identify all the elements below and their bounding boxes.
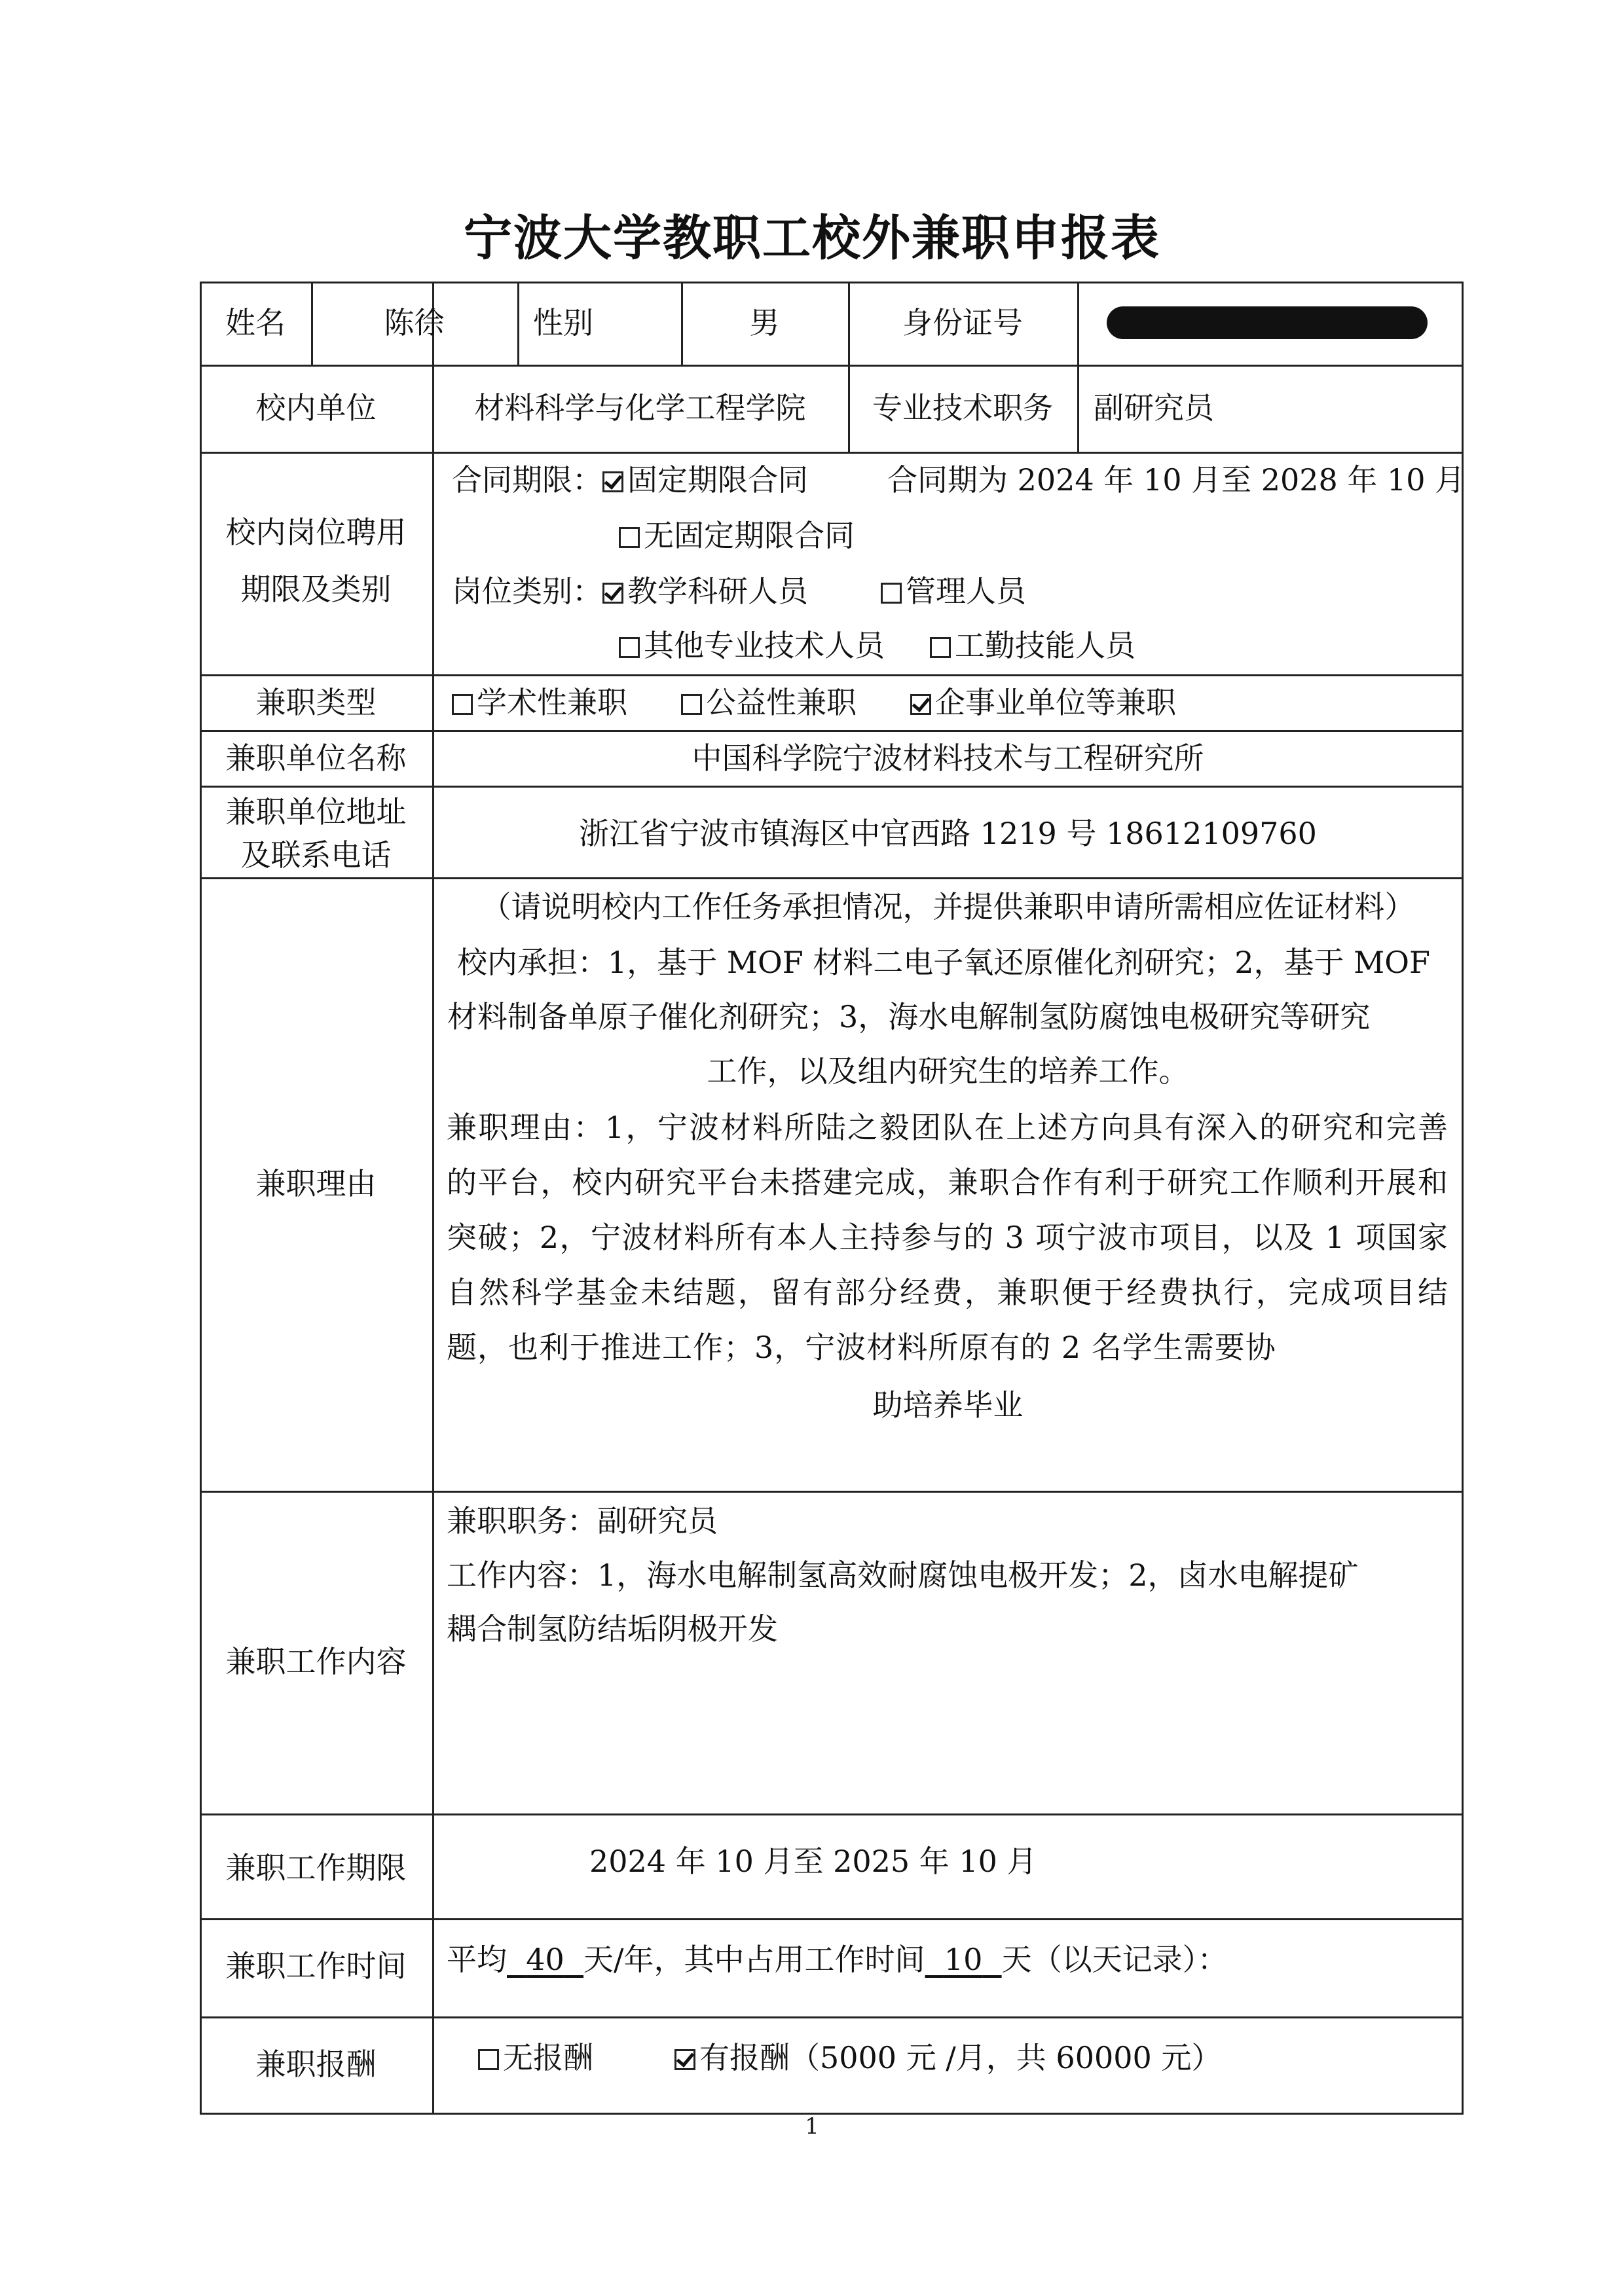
- work-content-line-2: 耦合制氢防结垢阴极开发: [447, 1611, 778, 1647]
- work-time-prefix: 平均: [447, 1942, 507, 1977]
- service-worker-checkbox[interactable]: [930, 637, 951, 658]
- no-pay-checkbox[interactable]: [478, 2049, 499, 2070]
- reason-label: 兼职理由: [255, 1166, 377, 1201]
- work-content-label: 兼职工作内容: [225, 1644, 407, 1679]
- employer-address-label-1: 兼职单位地址: [225, 794, 407, 829]
- parttime-position: 兼职职务：副研究员: [447, 1503, 718, 1539]
- id-redaction: [1107, 306, 1428, 339]
- other-technical-label: 其他专业技术人员: [644, 628, 885, 663]
- no-pay-label: 无报酬: [503, 2040, 593, 2075]
- professional-title-value: 副研究员: [1094, 390, 1214, 426]
- contract-period: 合同期为 2024 年 10 月至 2028 年 10 月: [887, 462, 1466, 498]
- admin-staff-label: 管理人员: [906, 574, 1026, 609]
- duty-line-1: 校内承担：1，基于 MOF 材料二电子氧还原催化剂研究；2，基于 MOF: [457, 945, 1430, 980]
- id-label: 身份证号: [902, 305, 1023, 340]
- gender-value: 男: [749, 305, 780, 340]
- other-technical-checkbox[interactable]: [619, 637, 640, 658]
- parttime-type-label: 兼职类型: [255, 685, 377, 720]
- employer-name-value: 中国科学院宁波材料技术与工程研究所: [692, 740, 1204, 776]
- public-welfare-checkbox[interactable]: [681, 694, 702, 715]
- public-welfare-label: 公益性兼职: [706, 685, 857, 720]
- no-fixed-term-label: 无固定期限合同: [644, 518, 855, 553]
- enterprise-checkbox[interactable]: [910, 694, 931, 715]
- work-time-suffix: 天（以天记录）：: [1001, 1942, 1228, 1977]
- work-days[interactable]: 10: [944, 1942, 983, 1977]
- no-fixed-term-checkbox[interactable]: [619, 527, 640, 548]
- page-number: 1: [805, 2113, 819, 2140]
- name-label: 姓名: [225, 305, 286, 340]
- gender-label: 性别: [533, 305, 593, 340]
- duty-line-3: 工作，以及组内研究生的培养工作。: [707, 1053, 1189, 1089]
- days-per-year[interactable]: 40: [526, 1942, 564, 1977]
- remuneration-label: 兼职报酬: [255, 2047, 377, 2082]
- unit-value: 材料科学与化学工程学院: [474, 390, 806, 426]
- work-time-label: 兼职工作时间: [225, 1948, 407, 1984]
- duty-line-2: 材料制备单原子催化剂研究；3，海水电解制氢防腐蚀电极研究等研究: [447, 999, 1371, 1034]
- teaching-research-checkbox[interactable]: [602, 583, 623, 604]
- paid-checkbox[interactable]: [674, 2049, 695, 2070]
- service-worker-label: 工勤技能人员: [955, 628, 1135, 663]
- work-period-label: 兼职工作期限: [225, 1850, 407, 1886]
- work-period-value: 2024 年 10 月至 2025 年 10 月: [589, 1844, 1037, 1879]
- appointment-label-2: 期限及类别: [240, 572, 392, 607]
- employer-address-label-2: 及联系电话: [240, 837, 392, 873]
- paid-label: 有报酬（5000 元 /月，共 60000 元）: [699, 2040, 1222, 2075]
- reason-note: （请说明校内工作任务承担情况，并提供兼职申请所需相应佐证材料）: [481, 889, 1415, 924]
- work-content-line-1: 工作内容：1，海水电解制氢高效耐腐蚀电极开发；2，卤水电解提矿: [447, 1558, 1359, 1593]
- appointment-label-1: 校内岗位聘用: [225, 515, 407, 550]
- name-value: 陈徐: [384, 305, 445, 340]
- reason-text-end: 助培养毕业: [872, 1387, 1024, 1423]
- employer-name-label: 兼职单位名称: [225, 740, 407, 776]
- academic-checkbox[interactable]: [452, 694, 473, 715]
- employer-address-value: 浙江省宁波市镇海区中官西路 1219 号 18612109760: [579, 816, 1317, 851]
- work-time-mid: 天/年，其中占用工作时间: [583, 1942, 925, 1977]
- post-category-label: 岗位类别：: [452, 574, 602, 609]
- contract-label: 合同期限：: [452, 462, 602, 498]
- teaching-research-label: 教学科研人员: [627, 574, 808, 609]
- admin-staff-checkbox[interactable]: [881, 583, 902, 604]
- unit-label: 校内单位: [255, 390, 377, 426]
- professional-title-label: 专业技术职务: [872, 390, 1053, 426]
- fixed-term-label: 固定期限合同: [627, 462, 808, 498]
- reason-text: 兼职理由：1，宁波材料所陆之毅团队在上述方向具有深入的研究和完善的平台，校内研究平台未搭建完成，兼职合作有利于研究工作顺利开展和突破；2，宁波材料所有本人主持参与的 3 项宁波市项目，以及 1 项国家自然科学基金未结题，留有部分经费，兼职便于经费执行，完成项目结题，也利于推进工作；3，宁波材料所原有的 2 名学生需要协: [447, 1110, 1449, 1365]
- fixed-term-checkbox[interactable]: [602, 471, 623, 492]
- form-title: 宁波大学教职工校外兼职申报表: [464, 210, 1160, 266]
- enterprise-label: 企事业单位等兼职: [935, 685, 1176, 720]
- academic-label: 学术性兼职: [477, 685, 627, 720]
